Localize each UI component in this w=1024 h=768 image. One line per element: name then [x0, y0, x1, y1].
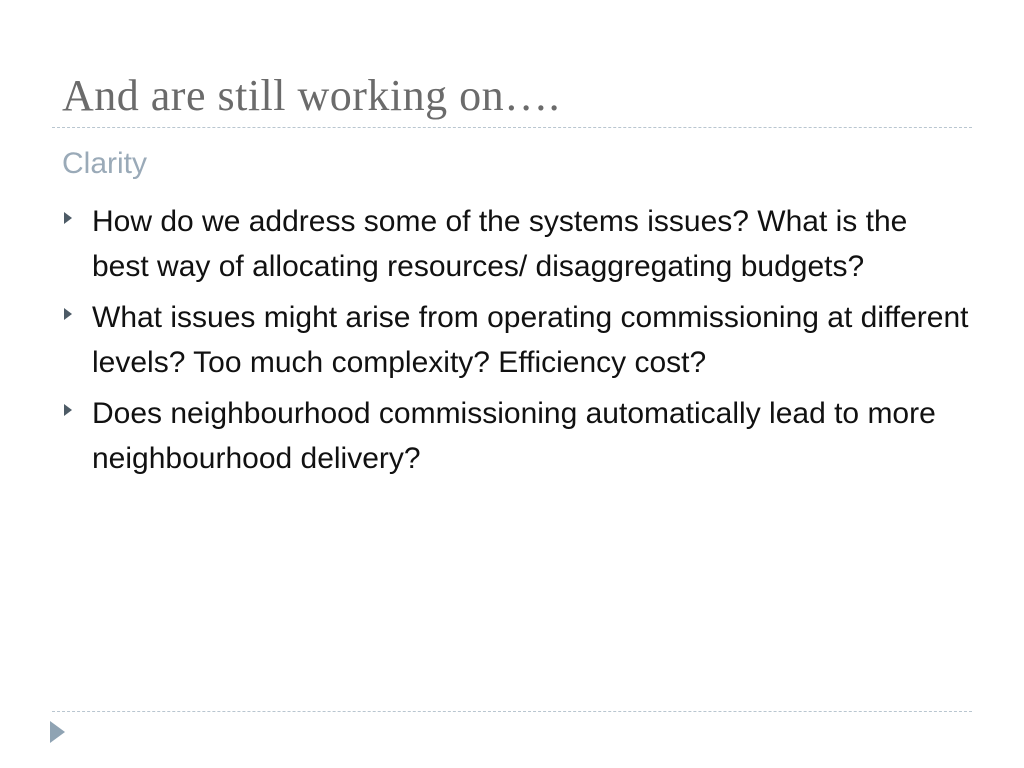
- bullet-triangle-icon: [64, 308, 72, 320]
- bullet-text: What issues might arise from operating commissioning at different levels? Too much complexity? Efficiency cost?: [92, 301, 969, 379]
- title-divider: [52, 127, 972, 128]
- section-subheading: Clarity: [62, 147, 148, 180]
- bullet-text: Does neighbourhood commissioning automatically lead to more neighbourhood delivery?: [92, 397, 936, 475]
- footer-divider: [52, 711, 972, 712]
- slide-title: And are still working on….: [62, 71, 561, 120]
- bullet-triangle-icon: [64, 212, 72, 224]
- bullet-item: [62, 295, 972, 385]
- next-slide-triangle-icon[interactable]: [50, 721, 65, 743]
- bullet-triangle-icon: [64, 404, 72, 416]
- bullet-item: [62, 199, 972, 289]
- bullet-text: How do we address some of the systems issues? What is the best way of allocating resources/ disaggregating budgets?: [92, 205, 908, 283]
- bullet-list: [62, 199, 972, 487]
- bullet-item: [62, 391, 972, 481]
